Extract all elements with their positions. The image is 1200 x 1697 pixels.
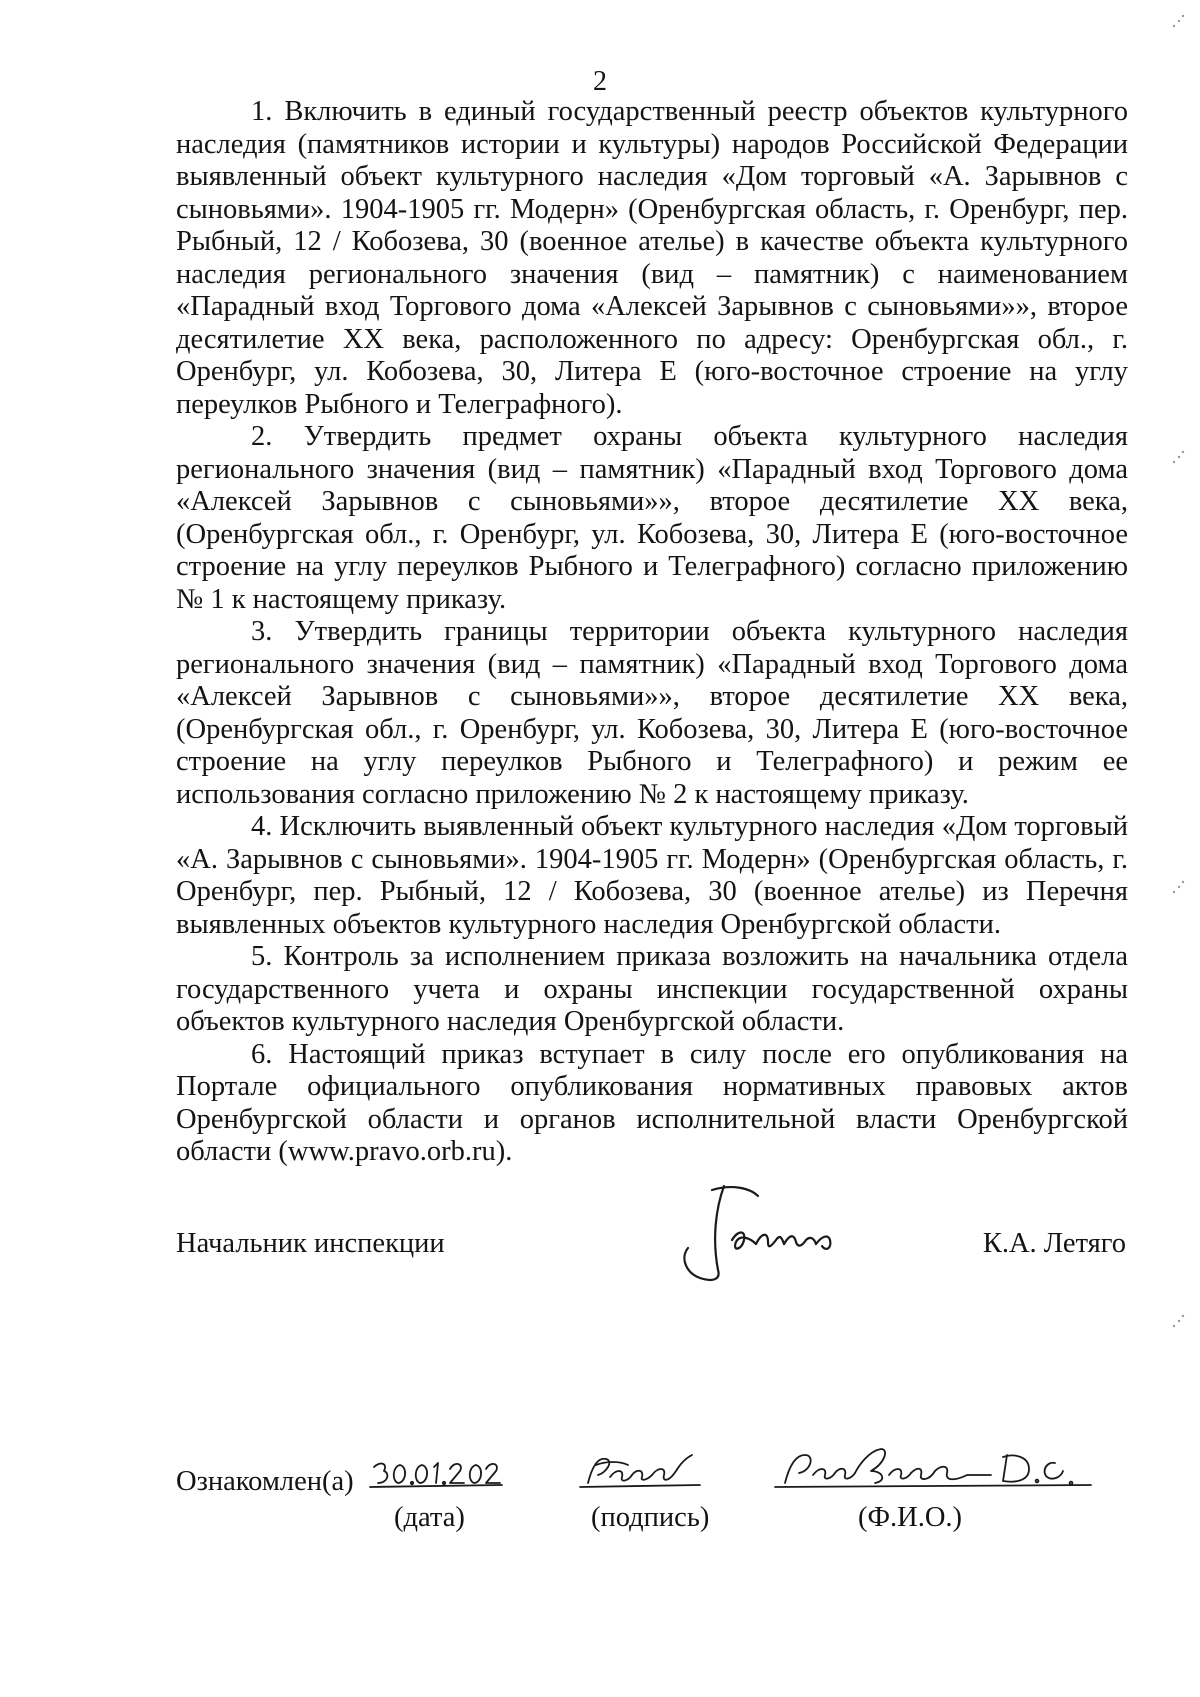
scan-mark-1 xyxy=(1168,12,1188,32)
acknowledged-label: Ознакомлен(а) xyxy=(176,1466,354,1497)
signer-name: К.А. Летяго xyxy=(982,1228,1126,1259)
paragraph-3: 3. Утвердить границы территории объекта культурного наследия регионального значения (вид – памятник) «Парадный вход Торгового дома «Алексей Зарывнов с сыновьями»», второе десятилетие XX века, (Оренбургская обл., г. Оренбург, ул. Кобозева, 30, Литера Е (юго-восточное строение на углу переулков Рыбного и Телеграфного) и режим ее использования согласно приложению № 2 к настоящему приказу. xyxy=(176,616,1128,810)
page-number: 2 xyxy=(593,66,607,97)
caption-date: (дата) xyxy=(394,1502,465,1533)
signer-position: Начальник инспекции xyxy=(176,1228,445,1259)
acknowledgement-signature-image xyxy=(576,1447,716,1495)
paragraph-5: 5. Контроль за исполнением приказа возложить на начальника отдела государственного учета и охраны инспекции государственной охраны объектов культурного наследия Оренбургской области. xyxy=(176,941,1128,1037)
scan-mark-2 xyxy=(1168,448,1188,468)
order-body xyxy=(176,96,1128,1169)
paragraph-1: 1. Включить в единый государственный реестр объектов культурного наследия (памятников истории и культуры) народов Российской Федерации выявленный объект культурного наследия «Дом торговый «А. Зарывнов с сыновьями». 1904-1905 гг. Модерн» (Оренбургская область, г. Оренбург, пер. Рыбный, 12 / Кобозева, 30 (военное ателье) в качестве объекта культурного наследия регионального значения (вид – памятник) с наименованием «Парадный вход Торгового дома «Алексей Зарывнов с сыновьями»», второе десятилетие XX века, расположенного по адресу: Оренбургская обл., г. Оренбург, ул. Кобозева, 30, Литера Е (юго-восточное строение на углу переулков Рыбного и Телеграфного). xyxy=(176,96,1128,420)
caption-signature: (подпись) xyxy=(591,1502,710,1533)
signature-row xyxy=(176,1227,1126,1277)
scan-mark-4 xyxy=(1168,1312,1188,1332)
caption-fio: (Ф.И.О.) xyxy=(858,1502,963,1533)
paragraph-4: 4. Исключить выявленный объект культурного наследия «Дом торговый «А. Зарывнов с сыновьями». 1904-1905 гг. Модерн» (Оренбургская область, г. Оренбург, пер. Рыбный, 12 / Кобозева, 30 (военное ателье) из Перечня выявленных объектов культурного наследия Оренбургской области. xyxy=(176,811,1128,940)
paragraph-2: 2. Утвердить предмет охраны объекта культурного наследия регионального значения (вид – памятник) «Парадный вход Торгового дома «Алексей Зарывнов с сыновьями»», второе десятилетие XX века, (Оренбургская обл., г. Оренбург, ул. Кобозева, 30, Литера Е (юго-восточное строение на углу переулков Рыбного и Телеграфного) согласно приложению № 1 к настоящему приказу. xyxy=(176,421,1128,615)
paragraph-6: 6. Настоящий приказ вступает в силу после его опубликования на Портале официального опубликования нормативных правовых актов Оренбургской области и органов исполнительной власти Оренбургской области (www.pravo.orb.ru). xyxy=(176,1038,1128,1167)
acknowledgement-row xyxy=(176,1465,1136,1555)
handwritten-date-image xyxy=(366,1449,506,1495)
scan-mark-3 xyxy=(1168,878,1188,898)
handwritten-fio-image xyxy=(771,1441,1101,1495)
